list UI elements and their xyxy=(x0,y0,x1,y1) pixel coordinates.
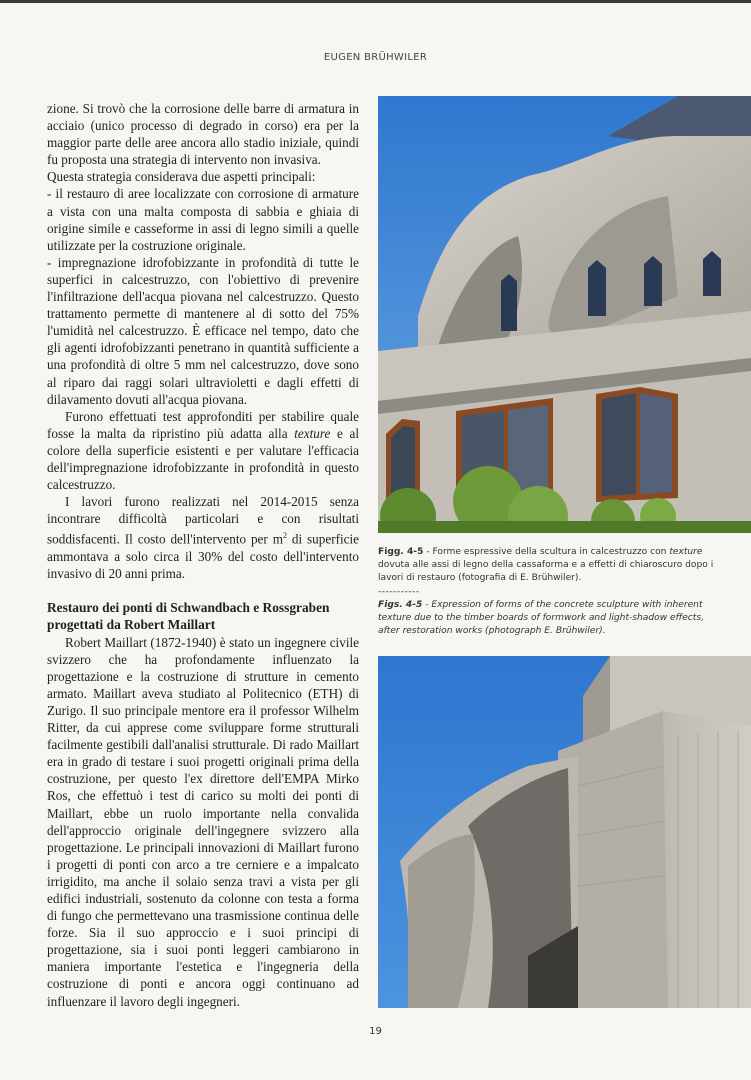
caption-separator: ----------- xyxy=(378,586,420,597)
caption-italian: Figg. 4-5 - Forme espressive della scultura in calcestruzzo con texture dovuta alle assi di legno della cassaforma e a effetti di chiaroscuro dopo i lavori di restauro (fotografia di E. Brühwiler). xyxy=(378,547,714,584)
top-rule xyxy=(0,0,751,3)
body-column xyxy=(47,100,359,1010)
figure-4-photo xyxy=(378,96,751,533)
paragraph: Questa strategia considerava due aspetti principali: xyxy=(47,169,316,185)
page-number: 19 xyxy=(369,1026,382,1037)
figure-caption xyxy=(378,546,728,638)
running-header: EUGEN BRÜHWILER xyxy=(323,52,428,63)
list-item: - impregnazione idrofobizzante in profondità di tutte le superfici in calcestruzzo, con l'obiettivo di prevenire l'infiltrazione dell'acqua piovana nel calcestruzzo. Questo trattamento permette di mantenere al di sotto del 75% l'umidità nel calcestruzzo. È efficace nel tempo, dato che gli agenti idrofobizzanti penetrano in quantità sufficiente a una profondità di oltre 5 mm nel calcestruzzo, dove sono al riparo dai raggi solari ultravioletti e dagli effetti di dilavamento dovuti all'acqua piovana. xyxy=(47,254,359,407)
section-heading: Restauro dei ponti di Schwandbach e Rossgraben progettati da Robert Maillart xyxy=(47,600,330,633)
paragraph: I lavori furono realizzati nel 2014-2015 senza incontrare difficoltà particolari e con risultati soddisfacenti. Il costo dell'intervento per $m^2$ di superficie ammontava a solo circa il 30% del costo dell'intervento invasivo di 20 anni prima. xyxy=(47,494,360,581)
caption-english: Figs. 4-5 - Expression of forms of the concrete sculpture with inherent texture due to the timber boards of formwork and light-shadow effects, after restoration works (photograph E. Brühwiler). xyxy=(378,599,704,637)
paragraph: Robert Maillart (1872-1940) è stato un ingegnere civile svizzero che ha profondamente influenzato la progettazione e la costruzione di strutture in cemento armato. Maillart aveva studiato al Politecnico (ETH) di Zurigo. Il suo principale mentore era il professor Wilhelm Ritter, da cui apprese come sviluppare forme strutturali facilmente gestibili dall'analisi strutturale. Di rado Maillart era in grado di testare i suoi progetti originali prima della costruzione, per questo l'ex direttore dell'EMPA Mirko Ros, che effettuò i test di carico su molti dei ponti di Maillart, ebbe un ruolo importante nella convalida dell'approccio originale dell'ingegnere svizzero alla progettazione. Le principali innovazioni di Maillart furono i progetti di ponti con arco a tre cerniere e a impalcato irrigidito, ma anche il solaio senza travi a vista per gli edifici industriali, sostenuto da colonne con testa a forma di fungo che permettevano una trasmissione continua delle forze. Sia il suo approccio e i suoi principi di progettazione, sia i suoi ponti leggeri cambiarono in maniera importante l'estetica e l'ingegneria della costruzione di ponti e ancora oggi continuano ad influenzare il lavoro degli ingegneri. xyxy=(47,634,359,1009)
paragraph: zione. Si trovò che la corrosione delle barre di armatura in acciaio (unico processo di degrado in corso) era per la maggior parte delle aree ancora allo stadio iniziale, quindi fu proposta una strategia di intervento non invasiva. xyxy=(47,101,359,168)
list-item: - il restauro di aree localizzate con corrosione di armature a vista con una malta composta di sabbia e ghiaia di origine simile e casseforme in assi di legno simili a quelle utilizzate per la costruzione originale. xyxy=(47,186,359,253)
paragraph: Furono effettuati test approfonditi per stabilire quale fosse la malta da ripristino più adatta alla texture e al colore della superficie esistenti e per valutare l'efficacia dell'impregnazione idrofobizzante in profondità in questo calcestruzzo. xyxy=(47,408,359,493)
figure-5-photo xyxy=(378,656,751,1008)
